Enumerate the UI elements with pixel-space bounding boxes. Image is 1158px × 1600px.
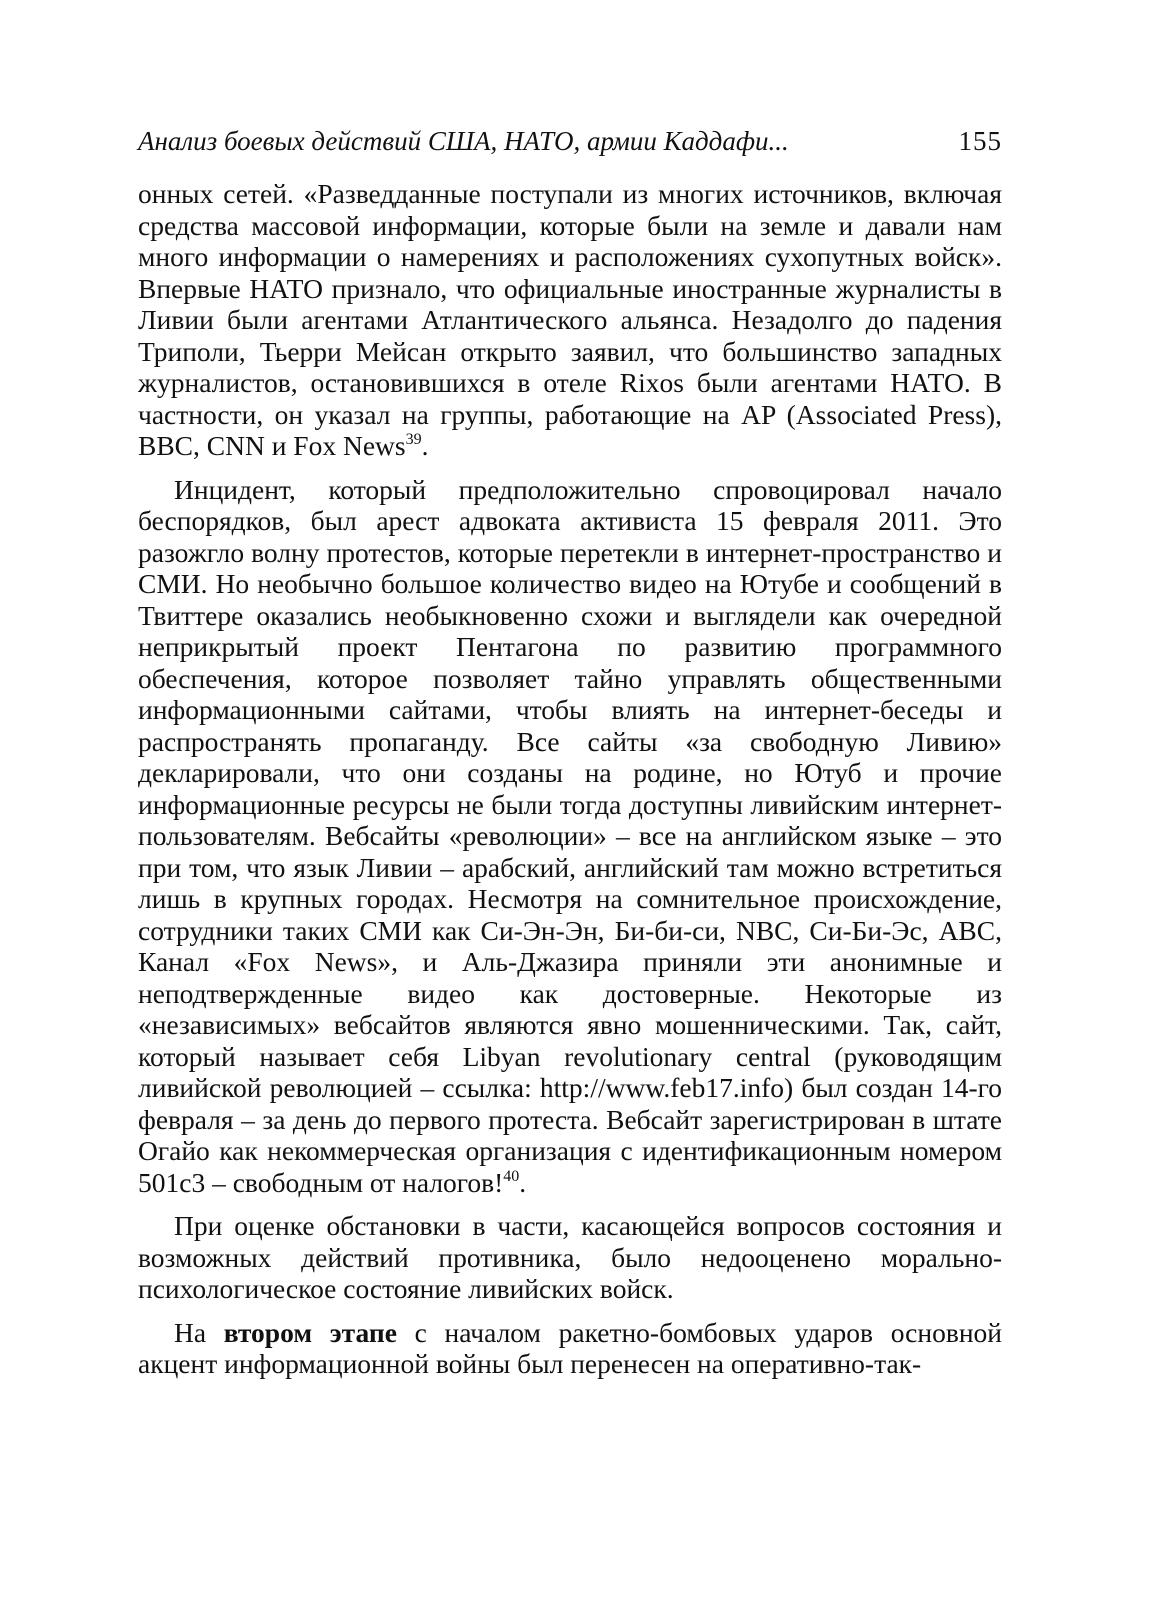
paragraph-1-end: . (421, 430, 429, 461)
paragraph-4 (138, 1317, 1002, 1380)
paragraph-3: При оценке обстановки в части, касающейся вопросов состояния и возможных действий противника, было недооценено морально-психологическое состояние ливийских войск. (138, 1210, 1002, 1304)
book-page (138, 126, 1002, 1392)
running-title: Анализ боевых действий США, НАТО, армии Каддафи... (138, 126, 789, 156)
footnote-ref-39: 39 (405, 431, 422, 448)
paragraph-1-text: онных сетей. «Разведданные поступали из многих источников, включая средства массовой информации, которые были на земле и давали нам много информации о намерениях и расположениях сухопутных войск». Впервые НАТО признало, что официальные иностранные журналисты в Ливии были агентами Атлантического альянса. Незадолго до падения Триполи, Тьерри Мейсан открыто заявил, что большинство западных журналистов, остановившихся в отеле Rixos были агентами НАТО. В частности, он указал на группы, работающие на AP (Associated Press), BBC, CNN и Fox News (138, 178, 1002, 461)
running-head (138, 126, 1002, 166)
page-number: 155 (958, 126, 1002, 156)
body-text (138, 178, 1002, 1380)
paragraph-2 (138, 474, 1002, 1199)
paragraph-4-start: На (174, 1316, 224, 1348)
paragraph-2-text: Инцидент, который предположительно спровоцировал начало беспорядков, был арест адвоката активиста 15 февраля 2011. Это разожгло волну протестов, которые перетекли в интернет-пространство и СМИ. Но необычно большое количество видео на Ютубе и сообщений в Твиттере оказались необыкновенно схожи и выглядели как очередной неприкрытый проект Пентагона по развитию программного обеспечения, которое позволяет тайно управлять общественными информационными сайтами, чтобы влиять на интернет-беседы и распространять пропаганду. Все сайты «за свободную Ливию» декларировали, что они созданы на родине, но Ютуб и прочие информационные ресурсы не были тогда доступны ливийским интернет-пользователям. Вебсайты «революции» – все на английском языке – это при том, что язык Ливии – арабский, английский там можно встретиться лишь в крупных городах. Несмотря на сомнительное происхождение, сотрудники таких СМИ как Си-Эн-Эн, Би-би-си, NBC, Си-Би-Эс, ABC, Канал «Fox News», и Аль-Джазира приняли эти анонимные и неподтвержденные видео как достоверные. Некоторые из «независимых» вебсайтов являются явно мошенническими. Так, сайт, который называет себя Libyan revolutionary central (руководящим ливийской революцией – ссылка: http://www.feb17.info) был создан 14-го февраля – за день до первого протеста. Вебсайт зарегистрирован в штате Огайо как некоммерческая организация с идентификационным номером 501c3 – свободным от налогов! (138, 473, 1002, 1198)
paragraph-4-bold: втором этапе (223, 1316, 397, 1348)
paragraph-1 (138, 178, 1002, 462)
footnote-ref-40: 40 (503, 1167, 520, 1185)
paragraph-2-end: . (519, 1166, 527, 1198)
paragraph-4-rest: с началом ракетно-бомбовых ударов основной акцент информационной войны был перенесен на оперативно-так- (138, 1316, 1003, 1379)
